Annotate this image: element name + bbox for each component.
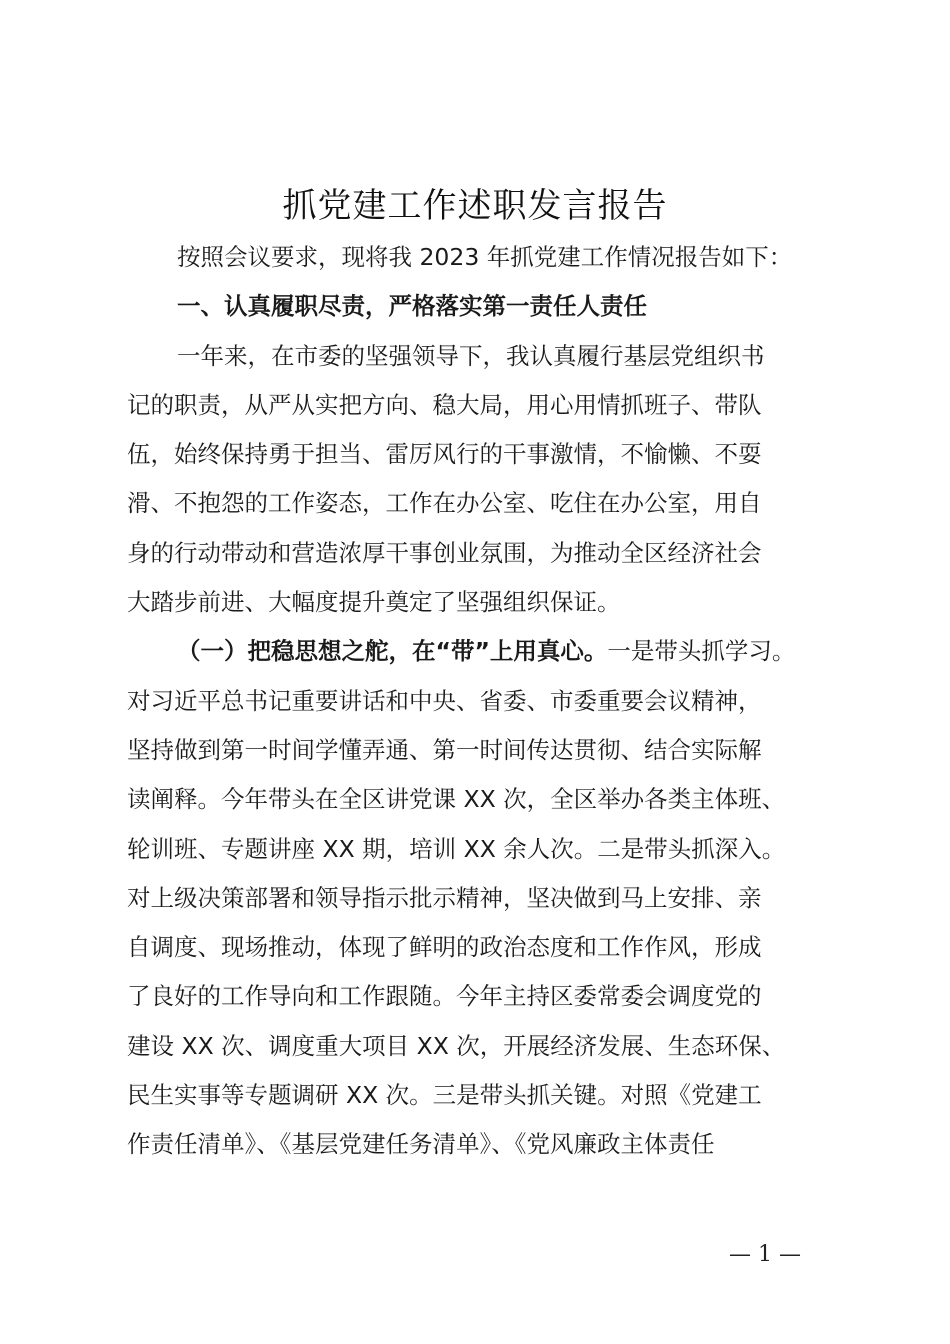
paragraph-line: 自调度、现场推动，体现了鲜明的政治态度和工作作风，形成 xyxy=(127,933,762,962)
paragraph-line: 对上级决策部署和领导指示批示精神，坚决做到马上安排、亲 xyxy=(127,883,762,912)
paragraph-line: 对习近平总书记重要讲话和中央、省委、市委重要会议精神， xyxy=(127,686,762,715)
paragraph-line: 轮训班、专题讲座 XX 期，培训 XX 余人次。二是带头抓深入。 xyxy=(127,834,786,863)
section-heading-1: 一、认真履职尽责，严格落实第一责任人责任 xyxy=(177,292,647,321)
paragraph-line: 建设 XX 次、调度重大项目 XX 次，开展经济发展、生态环保、 xyxy=(127,1031,786,1060)
document-body xyxy=(127,233,845,1170)
paragraph-line: 读阐释。今年带头在全区讲党课 XX 次，全区举办各类主体班、 xyxy=(127,785,786,814)
paragraph-line: 记的职责，从严从实把方向、稳大局，用心用情抓班子、带队 xyxy=(127,390,762,419)
paragraph-line: 大踏步前进、大幅度提升奠定了坚强组织保证。 xyxy=(127,588,621,617)
paragraph-line: 滑、不抱怨的工作姿态，工作在办公室、吃住在办公室，用自 xyxy=(127,489,762,518)
paragraph-line: 身的行动带动和营造浓厚干事创业氛围，为推动全区经济社会 xyxy=(127,538,762,567)
paragraph-line: 作责任清单》、《基层党建任务清单》、《党风廉政主体责任 xyxy=(127,1130,715,1159)
subsection-first-tail: 一是带头抓学习。 xyxy=(607,637,796,666)
subsection-heading-1: （一）把稳思想之舵，在“带”上用真心。 xyxy=(177,637,608,666)
subsection-line xyxy=(127,627,845,676)
paragraph-line: 民生实事等专题调研 XX 次。三是带头抓关键。对照《党建工 xyxy=(127,1081,762,1110)
paragraph-line: 一年来，在市委的坚强领导下，我认真履行基层党组织书 xyxy=(177,341,765,370)
paragraph-line: 伍，始终保持勇于担当、雷厉风行的干事激情，不愉懒、不耍 xyxy=(127,440,762,469)
paragraph-line: 坚持做到第一时间学懂弄通、第一时间传达贯彻、结合实际解 xyxy=(127,735,762,764)
document-title: 抓党建工作述职发言报告 xyxy=(282,186,668,226)
intro-paragraph: 按照会议要求，现将我 2023 年抓党建工作情况报告如下： xyxy=(177,243,793,271)
paragraph-line: 了良好的工作导向和工作跟随。今年主持区委常委会调度党的 xyxy=(127,982,762,1011)
page-number: — 1 — xyxy=(729,1242,801,1267)
